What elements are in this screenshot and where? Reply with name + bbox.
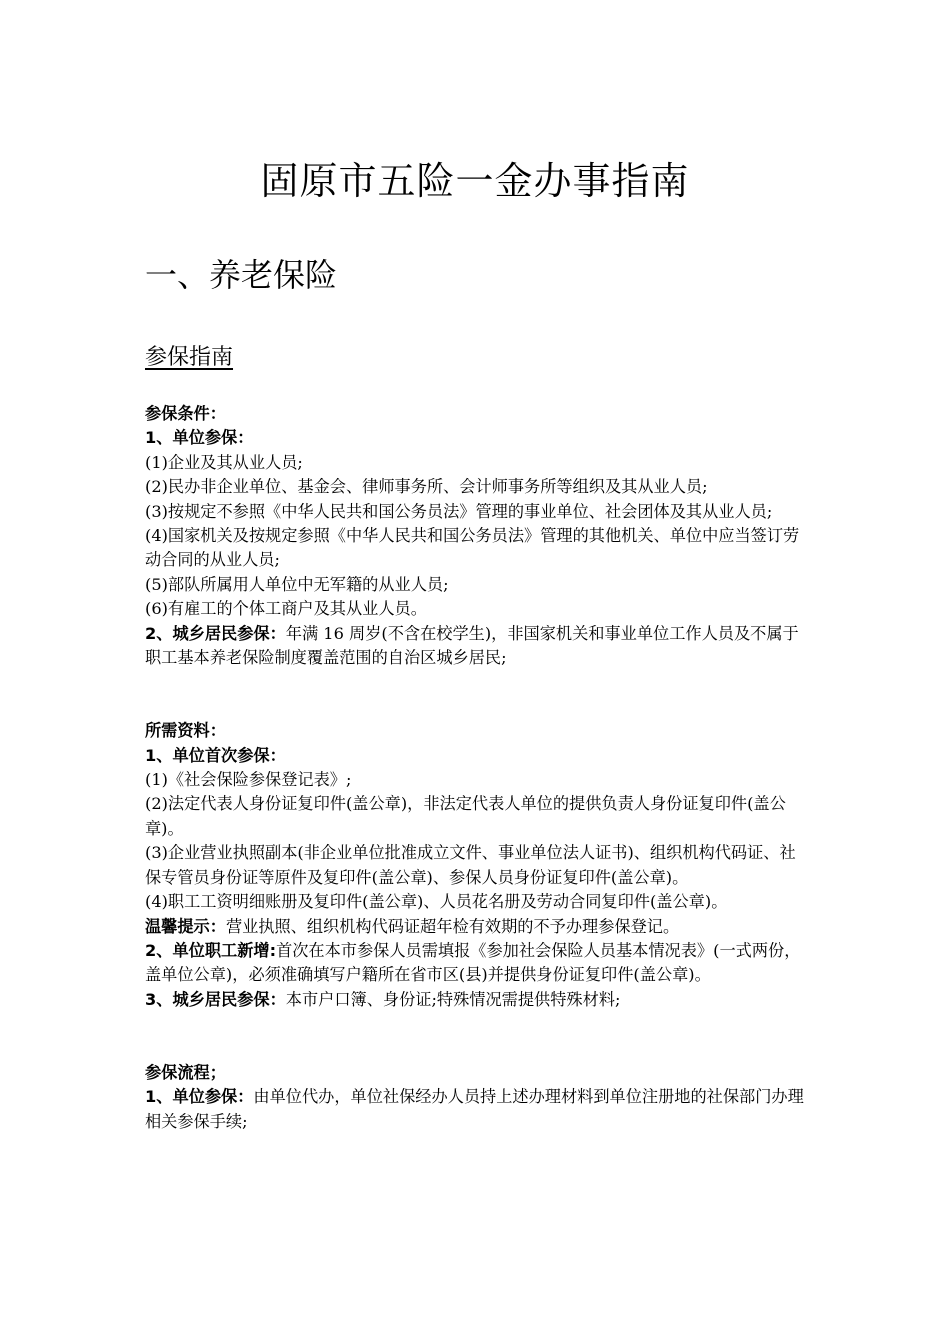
section-heading: 一、养老保险 <box>145 256 338 294</box>
document-body <box>145 402 810 1134</box>
process-heading: 参保流程； <box>145 1062 226 1082</box>
subsection-heading: 参保指南 <box>145 345 234 370</box>
unit-process <box>145 1085 810 1134</box>
unit-process-label: 1、单位参保： <box>145 1087 254 1107</box>
resident-materials-label: 3、城乡居民参保： <box>145 989 286 1009</box>
tip-text: 营业执照、组织机构代码证超年检有效期的不予办理参保登记。 <box>225 916 680 936</box>
conditions-heading: 参保条件： <box>145 404 226 423</box>
material-item: (3)企业营业执照副本(非企业单位批准成立文件、事业单位法人证书)、组织机构代码证、社保专管员身份证等原件及复印件(盖公章)、参保人员身份证复印件(盖公章)。 <box>145 843 796 887</box>
condition-item: (3)按规定不参照《中华人民共和国公务员法》管理的事业单位、社会团体及其从业人员; <box>145 501 773 521</box>
document-title: 固原市五险一金办事指南 <box>260 159 690 203</box>
resident-materials-text: 本市户口簿、身份证;特殊情况需提供特殊材料; <box>285 989 621 1009</box>
materials-heading: 所需资料： <box>145 721 226 741</box>
material-item: (2)法定代表人身份证复印件(盖公章)，非法定代表人单位的提供负责人身份证复印件(盖公章)。 <box>145 794 786 838</box>
first-enroll-label: 1、单位首次参保： <box>145 745 286 765</box>
tip <box>145 915 810 939</box>
condition-item: (5)部队所属用人单位中无军籍的从业人员; <box>145 574 449 594</box>
condition-item: (1)企业及其从业人员; <box>145 452 303 472</box>
resident-materials <box>145 988 810 1012</box>
resident-condition-label: 2、城乡居民参保： <box>145 623 286 643</box>
material-item: (4)职工工资明细账册及复印件(盖公章)、人员花名册及劳动合同复印件(盖公章)。 <box>145 892 728 912</box>
condition-item: (6)有雇工的个体工商户及其从业人员。 <box>145 599 427 619</box>
condition-item: (4)国家机关及按规定参照《中华人民共和国公务员法》管理的其他机关、单位中应当签订劳动合同的从业人员; <box>145 526 800 570</box>
unit-enroll-label: 1、单位参保： <box>145 428 254 448</box>
condition-item: (2)民办非企业单位、基金会、律师事务所、会计师事务所等组织及其从业人员; <box>145 477 708 497</box>
material-item: (1)《社会保险参保登记表》; <box>145 770 352 790</box>
resident-condition <box>145 622 810 671</box>
resident-condition-text: 年满 16 周岁(不含在校学生)，非国家机关和事业单位工作人员及不属于职工基本养老保险制度覆盖范围的自治区城乡居民; <box>145 623 799 668</box>
new-employee-text: 首次在本市参保人员需填报《参加社会保险人员基本情况表》(一式两份，盖单位公章)，必须准确填写户籍所在省市区(县)并提供身份证复印件(盖公章)。 <box>145 940 801 985</box>
new-employee-label: 2、单位职工新增: <box>145 940 277 960</box>
new-employee <box>145 939 810 988</box>
tip-label: 温馨提示： <box>145 916 226 936</box>
unit-process-text: 由单位代办，单位社保经办人员持上述办理材料到单位注册地的社保部门办理相关参保手续; <box>145 1087 804 1131</box>
